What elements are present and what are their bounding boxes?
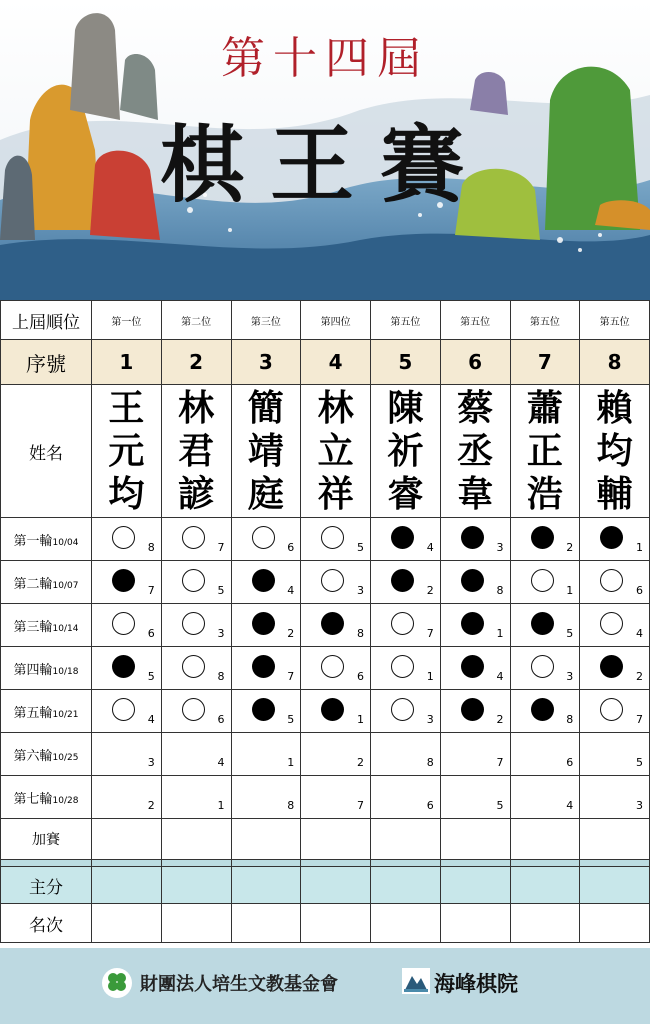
- opponent-seed: 8: [357, 627, 364, 640]
- opponent-seed: 6: [357, 670, 364, 683]
- game-cell: [161, 690, 231, 733]
- white-stone-icon: [531, 569, 554, 592]
- edition-title: 第十四屆: [221, 33, 429, 84]
- game-cell: [440, 690, 510, 733]
- opponent-seed: 2: [566, 541, 574, 554]
- round-name: 第一輪: [13, 533, 53, 549]
- opponent-seed: 6: [147, 627, 155, 640]
- opponent-seed: 8: [217, 670, 225, 683]
- opponent-seed: 7: [217, 541, 225, 554]
- opponent-seed: 1: [566, 584, 574, 597]
- standings-table: [0, 300, 650, 943]
- game-cell: [580, 776, 650, 819]
- game-cell: [580, 604, 650, 647]
- game-cell: [92, 647, 162, 690]
- black-stone-icon: [252, 698, 275, 721]
- round-name: 第三輪: [13, 619, 53, 635]
- white-stone-icon: [600, 612, 623, 635]
- black-stone-icon: [391, 569, 414, 592]
- game-cell: [92, 733, 162, 776]
- black-stone-icon: [461, 655, 484, 678]
- tournament-title: 棋王賽: [159, 115, 490, 214]
- opponent-seed: 7: [357, 799, 364, 812]
- game-cell: [231, 561, 301, 604]
- round-date: 10/18: [52, 666, 79, 677]
- score-label: 主分: [1, 867, 92, 904]
- game-cell: [510, 690, 580, 733]
- game-cell: [161, 647, 231, 690]
- footer: [0, 948, 650, 1024]
- opponent-seed: 5: [566, 627, 574, 640]
- opponent-seed: 1: [426, 670, 434, 683]
- opponent-seed: 8: [496, 584, 504, 597]
- opponent-seed: 2: [426, 584, 434, 597]
- opponent-seed: 4: [636, 627, 643, 640]
- black-stone-icon: [252, 612, 275, 635]
- game-cell: [580, 690, 650, 733]
- game-cell: [161, 733, 231, 776]
- game-cell: [92, 604, 162, 647]
- white-stone-icon: [182, 569, 205, 592]
- game-cell: [440, 561, 510, 604]
- game-cell: [301, 561, 371, 604]
- game-cell: [92, 690, 162, 733]
- game-cell: [440, 518, 510, 561]
- game-cell: [231, 647, 301, 690]
- opponent-seed: 3: [357, 584, 364, 597]
- black-stone-icon: [461, 698, 484, 721]
- black-stone-icon: [600, 526, 623, 549]
- opponent-seed: 5: [147, 670, 155, 683]
- opponent-seed: 6: [217, 713, 225, 726]
- black-stone-icon: [461, 569, 484, 592]
- opponent-seed: 2: [496, 713, 504, 726]
- name-label: 姓名: [1, 385, 92, 518]
- black-stone-icon: [600, 655, 623, 678]
- opponent-seed: 4: [287, 584, 295, 597]
- white-stone-icon: [182, 526, 205, 549]
- game-cell: [301, 604, 371, 647]
- player-name: 陳祈睿: [387, 386, 424, 515]
- round-date: 10/04: [52, 537, 79, 548]
- previous-rank-cell: 第一位: [92, 301, 162, 340]
- game-cell: [371, 690, 441, 733]
- game-cell: [92, 518, 162, 561]
- game-cell: [231, 733, 301, 776]
- round-label: [1, 733, 92, 776]
- opponent-seed: 1: [357, 713, 364, 726]
- white-stone-icon: [531, 655, 554, 678]
- round-name: 第四輪: [13, 662, 53, 678]
- game-cell: [161, 561, 231, 604]
- game-cell: [510, 561, 580, 604]
- seed-number: 8: [580, 340, 650, 385]
- opponent-seed: 2: [147, 799, 155, 812]
- round-name: 第二輪: [13, 576, 53, 592]
- round-date: 10/28: [52, 795, 79, 806]
- opponent-seed: 5: [357, 541, 364, 554]
- opponent-seed: 3: [496, 541, 504, 554]
- game-cell: [231, 690, 301, 733]
- mountain-logo-icon: [402, 968, 430, 994]
- venue-name: 海峰棋院: [434, 971, 518, 996]
- previous-rank-cell: 第四位: [301, 301, 371, 340]
- previous-rank-cell: 第二位: [161, 301, 231, 340]
- black-stone-icon: [321, 698, 344, 721]
- game-cell: [440, 733, 510, 776]
- player-name: 王元均: [108, 386, 145, 515]
- player-name: 蔡丞韋: [457, 386, 494, 515]
- round-label: [1, 776, 92, 819]
- tiebreak-row: [1, 819, 650, 860]
- game-cell: [301, 733, 371, 776]
- opponent-seed: 1: [217, 799, 225, 812]
- white-stone-icon: [321, 526, 344, 549]
- round-label: [1, 604, 92, 647]
- rank-label: 名次: [1, 904, 92, 943]
- opponent-seed: 5: [496, 799, 504, 812]
- game-cell: [371, 776, 441, 819]
- opponent-seed: 7: [636, 713, 643, 726]
- game-cell: [231, 518, 301, 561]
- opponent-seed: 4: [566, 799, 574, 812]
- opponent-seed: 6: [636, 584, 643, 597]
- black-stone-icon: [531, 526, 554, 549]
- opponent-seed: 4: [217, 756, 225, 769]
- seed-number: 3: [231, 340, 301, 385]
- game-cell: [510, 733, 580, 776]
- player-name: 簡靖庭: [247, 386, 284, 515]
- game-cell: [440, 604, 510, 647]
- opponent-seed: 7: [287, 670, 295, 683]
- player-name: 蕭正浩: [526, 386, 563, 515]
- game-cell: [161, 518, 231, 561]
- game-cell: [231, 604, 301, 647]
- white-stone-icon: [112, 698, 135, 721]
- opponent-seed: 8: [287, 799, 295, 812]
- seed-number: 5: [371, 340, 441, 385]
- black-stone-icon: [252, 655, 275, 678]
- black-stone-icon: [531, 698, 554, 721]
- opponent-seed: 2: [357, 756, 364, 769]
- game-cell: [371, 561, 441, 604]
- opponent-seed: 3: [426, 713, 434, 726]
- white-stone-icon: [391, 698, 414, 721]
- player-name: 林立祥: [317, 386, 354, 515]
- opponent-seed: 2: [287, 627, 295, 640]
- round-label: [1, 690, 92, 733]
- black-stone-icon: [321, 612, 344, 635]
- round-row: [1, 733, 650, 776]
- black-stone-icon: [391, 526, 414, 549]
- white-stone-icon: [182, 698, 205, 721]
- game-cell: [371, 733, 441, 776]
- white-stone-icon: [321, 569, 344, 592]
- player-name: 賴均輔: [596, 386, 633, 515]
- white-stone-icon: [252, 526, 275, 549]
- round-name: 第五輪: [13, 705, 53, 721]
- opponent-seed: 7: [426, 627, 434, 640]
- white-stone-icon: [321, 655, 344, 678]
- previous-rank-cell: 第五位: [440, 301, 510, 340]
- opponent-seed: 8: [147, 541, 155, 554]
- game-cell: [92, 561, 162, 604]
- game-cell: [580, 561, 650, 604]
- organizer-name: 財團法人培生文教基金會: [140, 974, 338, 995]
- game-cell: [92, 776, 162, 819]
- round-row: [1, 647, 650, 690]
- black-stone-icon: [461, 612, 484, 635]
- rank-row: [1, 904, 650, 943]
- previous-rank-row: [1, 301, 650, 340]
- opponent-seed: 8: [566, 713, 574, 726]
- game-cell: [580, 518, 650, 561]
- round-row: [1, 604, 650, 647]
- seed-number: 4: [301, 340, 371, 385]
- white-stone-icon: [182, 612, 205, 635]
- round-name: 第七輪: [13, 791, 53, 807]
- round-label: [1, 518, 92, 561]
- black-stone-icon: [531, 612, 554, 635]
- opponent-seed: 6: [287, 541, 295, 554]
- game-cell: [301, 776, 371, 819]
- round-label: [1, 561, 92, 604]
- opponent-seed: 1: [287, 756, 295, 769]
- clover-icon: [101, 967, 133, 999]
- white-stone-icon: [112, 612, 135, 635]
- game-cell: [440, 776, 510, 819]
- opponent-seed: 7: [147, 584, 155, 597]
- opponent-seed: 4: [496, 670, 504, 683]
- opponent-seed: 6: [566, 756, 574, 769]
- round-label: [1, 647, 92, 690]
- opponent-seed: 3: [217, 627, 225, 640]
- round-row: [1, 776, 650, 819]
- round-date: 10/21: [52, 709, 79, 720]
- seed-row: [1, 340, 650, 385]
- game-cell: [301, 690, 371, 733]
- game-cell: [510, 604, 580, 647]
- black-stone-icon: [252, 569, 275, 592]
- round-date: 10/25: [52, 752, 79, 763]
- opponent-seed: 3: [566, 670, 574, 683]
- game-cell: [580, 647, 650, 690]
- opponent-seed: 3: [636, 799, 643, 812]
- seed-number: 1: [92, 340, 162, 385]
- opponent-seed: 5: [287, 713, 295, 726]
- game-cell: [371, 604, 441, 647]
- player-name: 林君諺: [178, 386, 215, 515]
- round-row: [1, 561, 650, 604]
- opponent-seed: 7: [496, 756, 504, 769]
- tiebreak-label: 加賽: [1, 819, 92, 860]
- opponent-seed: 2: [636, 670, 643, 683]
- game-cell: [371, 518, 441, 561]
- white-stone-icon: [182, 655, 205, 678]
- game-cell: [231, 776, 301, 819]
- opponent-seed: 5: [217, 584, 225, 597]
- game-cell: [161, 604, 231, 647]
- round-name: 第六輪: [13, 748, 53, 764]
- white-stone-icon: [600, 569, 623, 592]
- black-stone-icon: [461, 526, 484, 549]
- opponent-seed: 6: [426, 799, 434, 812]
- previous-rank-cell: 第五位: [510, 301, 580, 340]
- previous-rank-cell: 第五位: [371, 301, 441, 340]
- game-cell: [510, 776, 580, 819]
- seed-number: 7: [510, 340, 580, 385]
- game-cell: [440, 647, 510, 690]
- game-cell: [580, 733, 650, 776]
- black-stone-icon: [112, 569, 135, 592]
- round-date: 10/07: [52, 580, 79, 591]
- black-stone-icon: [112, 655, 135, 678]
- game-cell: [371, 647, 441, 690]
- game-cell: [510, 518, 580, 561]
- previous-rank-cell: 第五位: [580, 301, 650, 340]
- round-date: 10/14: [52, 623, 79, 634]
- divider-row: [1, 860, 650, 867]
- opponent-seed: 4: [426, 541, 434, 554]
- previous-rank-cell: 第三位: [231, 301, 301, 340]
- white-stone-icon: [600, 698, 623, 721]
- opponent-seed: 8: [426, 756, 434, 769]
- white-stone-icon: [391, 612, 414, 635]
- banner: [0, 0, 650, 300]
- previous-rank-label: 上屆順位: [1, 301, 92, 340]
- seed-label: 序號: [1, 340, 92, 385]
- score-row: [1, 867, 650, 904]
- round-row: [1, 690, 650, 733]
- opponent-seed: 5: [636, 756, 643, 769]
- seed-number: 2: [161, 340, 231, 385]
- white-stone-icon: [112, 526, 135, 549]
- opponent-seed: 4: [147, 713, 155, 726]
- opponent-seed: 3: [147, 756, 155, 769]
- name-row: [1, 385, 650, 518]
- opponent-seed: 1: [636, 541, 643, 554]
- seed-number: 6: [440, 340, 510, 385]
- opponent-seed: 1: [496, 627, 504, 640]
- game-cell: [301, 518, 371, 561]
- white-stone-icon: [391, 655, 414, 678]
- game-cell: [161, 776, 231, 819]
- round-row: [1, 518, 650, 561]
- game-cell: [510, 647, 580, 690]
- game-cell: [301, 647, 371, 690]
